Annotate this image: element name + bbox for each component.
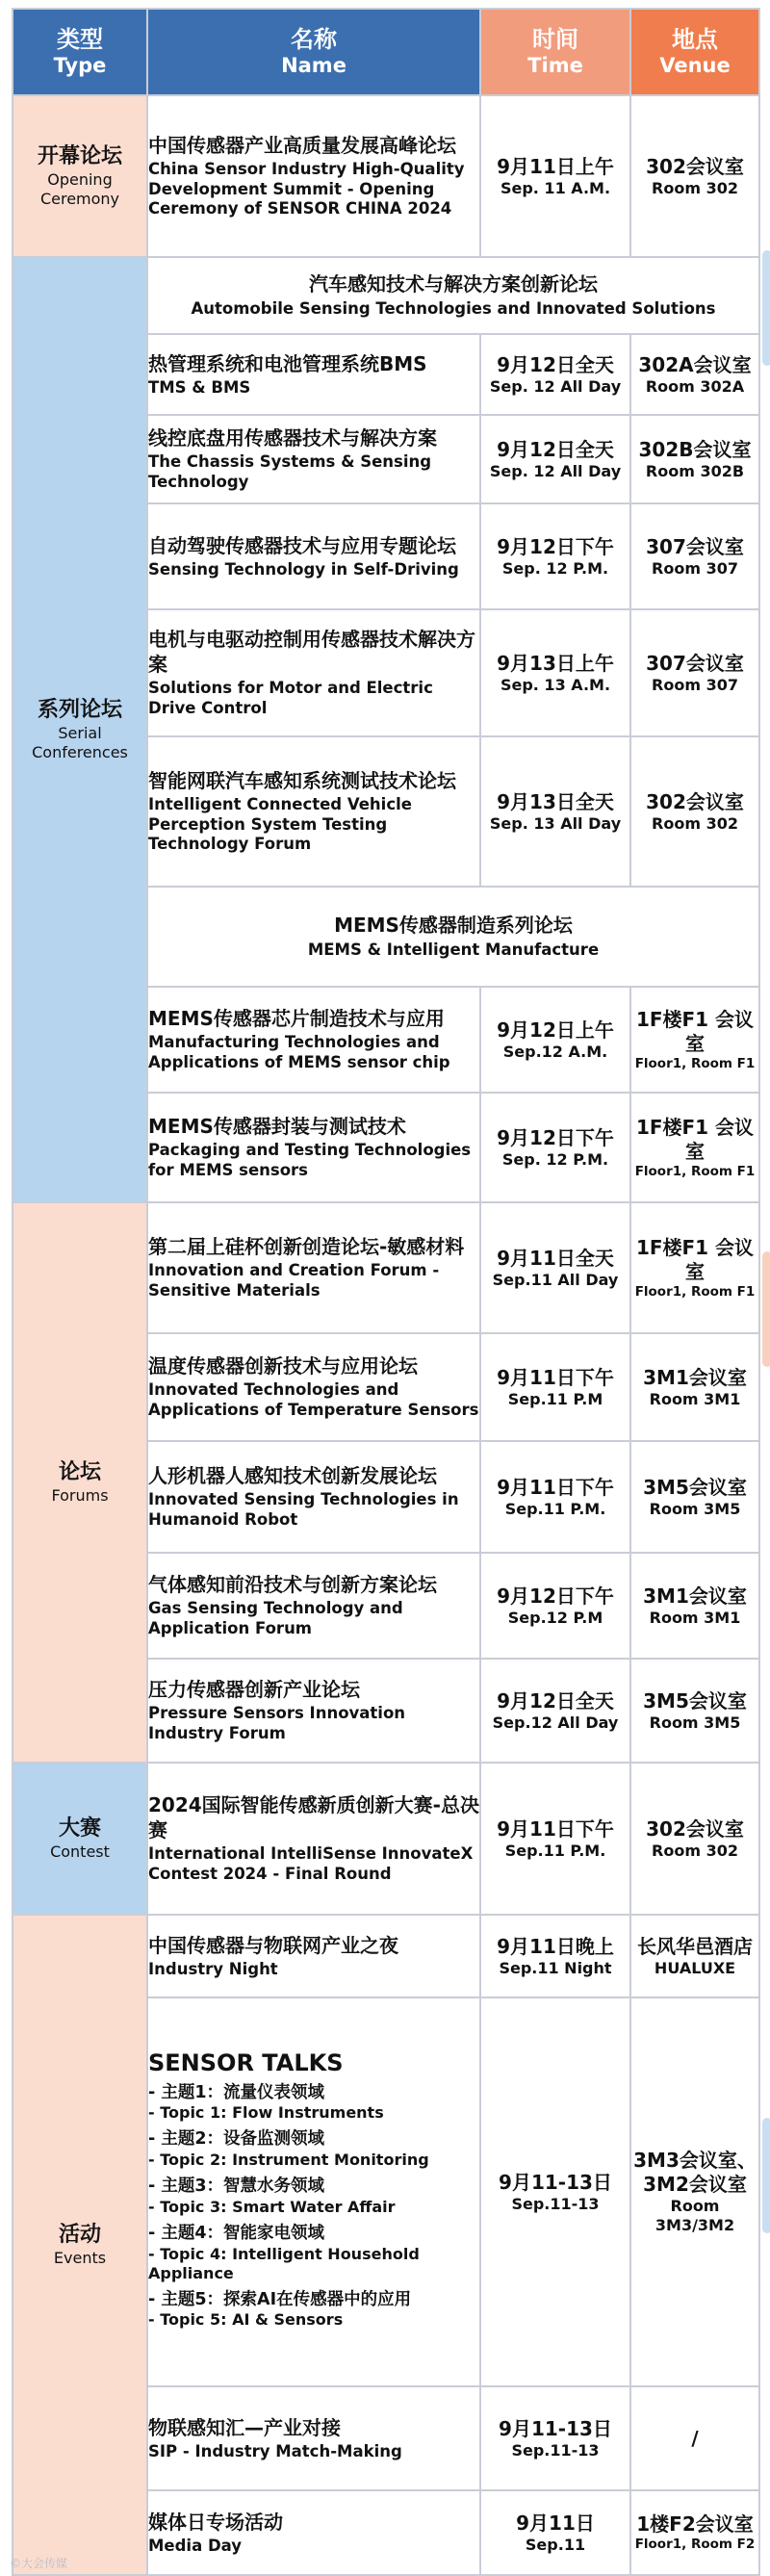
event-name-cn: 第二届上硅杯创新创造论坛-敏感材料 [148, 1235, 465, 1259]
category-opening-en: Opening Ceremony [39, 169, 120, 208]
section-title-cn: 汽车感知技术与解决方案创新论坛 [309, 272, 598, 296]
category-opening-cn: 开幕论坛 [37, 144, 122, 169]
event-venue-en: Room 307 [652, 558, 738, 578]
category-serial-en: Serial Conferences [32, 723, 128, 761]
event-venue-cn: 307会议室 [646, 534, 744, 558]
header-time [480, 9, 630, 95]
topic-item [148, 2223, 479, 2283]
event-venue [630, 1093, 759, 1202]
event-name [147, 1659, 480, 1763]
section-title-cn: MEMS传感器制造系列论坛 [334, 914, 573, 938]
header-name-en: Name [281, 53, 346, 77]
event-time-cn: 9月12日下午 [497, 535, 614, 558]
event-name [147, 1915, 480, 1997]
event-venue-cn: 302B会议室 [638, 437, 752, 461]
event-venue-en: Room 3M3/3M2 [654, 2197, 735, 2234]
event-time-en: Sep. 12 P.M. [501, 1150, 609, 1169]
event-time-en: Sep. 12 All Day [489, 462, 622, 480]
topic-cn: - 主题5：探索AI在传感器中的应用 [148, 2289, 412, 2309]
event-name-en: Pressure Sensors Innovation Industry Forum [148, 1704, 406, 1742]
header-type [13, 9, 147, 95]
event-venue-en: Room 302B [645, 461, 745, 480]
event-venue-en: Room 302 [652, 178, 738, 197]
event-venue-cn: / [691, 2426, 699, 2450]
event-venue-cn: 307会议室 [646, 651, 744, 675]
event-venue-en: Floor1, Room F1 [634, 1283, 756, 1300]
event-time-en: Sep.11 P.M. [504, 1500, 606, 1518]
event-time-cn: 9月13日上午 [497, 652, 614, 675]
event-venue [630, 1333, 759, 1441]
event-name-cn: 热管理系统和电池管理系统BMS [148, 351, 427, 375]
event-name-en: TMS & BMS [148, 377, 251, 397]
event-name [147, 1333, 480, 1441]
event-time-en: Sep.12 P.M [507, 1609, 603, 1627]
event-venue-en: Room 3M5 [649, 1499, 741, 1518]
section-header-mems [147, 887, 759, 987]
event-name-en: Industry Night [148, 1959, 278, 1978]
event-time-cn: 9月12日全天 [497, 438, 614, 461]
background-stripe [762, 250, 770, 366]
event-row [13, 1202, 759, 1333]
event-venue-cn: 302会议室 [646, 154, 744, 178]
event-time-en: Sep.11 P.M [507, 1390, 603, 1408]
event-time-cn: 9月13日全天 [497, 790, 614, 813]
event-time [480, 2490, 630, 2575]
event-venue-cn: 302会议室 [646, 1816, 744, 1841]
event-time [480, 1659, 630, 1763]
event-venue-en: HUALUXE [654, 1958, 736, 1977]
sensor-talks-title: SENSOR TALKS [148, 2048, 344, 2076]
event-time-cn: 9月11日全天 [497, 1247, 614, 1270]
category-contest [13, 1763, 147, 1915]
category-contest-cn: 大赛 [58, 1816, 101, 1842]
event-venue [630, 334, 759, 415]
event-name [147, 736, 480, 887]
opening-row [13, 95, 759, 257]
event-time [480, 1763, 630, 1915]
event-name [147, 1553, 480, 1659]
event-time-cn: 9月12日下午 [497, 1584, 614, 1608]
event-name-en: Gas Sensing Technology and Application Forum [148, 1599, 403, 1637]
event-venue [630, 95, 759, 257]
event-name-en: China Sensor Industry High-Quality Development Summit - Opening Ceremony of SENSOR CHINA 2024 [148, 160, 465, 219]
event-venue-en: Room 302A [645, 376, 745, 396]
category-forums [13, 1202, 147, 1763]
event-time [480, 1202, 630, 1333]
category-forums-cn: 论坛 [58, 1460, 101, 1485]
topic-cn: - 主题3：智慧水务领域 [148, 2177, 325, 2197]
topic-en: - Topic 5: AI & Sensors [148, 2310, 344, 2330]
event-venue-cn: 1F楼F1 会议室 [635, 1007, 755, 1055]
event-time-en: Sep.11 [525, 2536, 586, 2554]
event-time-en: Sep.11 All Day [492, 1271, 619, 1289]
event-venue [630, 1659, 759, 1763]
event-venue-cn: 302会议室 [646, 789, 744, 813]
event-time-en: Sep.12 All Day [492, 1713, 619, 1732]
event-time-cn: 9月11日下午 [497, 1817, 614, 1841]
topic-item [148, 2289, 479, 2331]
topic-en: - Topic 3: Smart Water Affair [148, 2197, 396, 2216]
event-time-cn: 9月11日下午 [497, 1366, 614, 1389]
event-time-en: Sep.12 A.M. [502, 1043, 608, 1061]
event-time [480, 736, 630, 887]
event-time-en: Sep.11 Night [499, 1959, 612, 1977]
event-time-en: Sep. 12 All Day [489, 377, 622, 396]
header-time-cn: 时间 [532, 26, 578, 53]
event-venue-en: Floor1, Room F2 [634, 2537, 756, 2553]
event-time-cn: 9月12日上午 [497, 1018, 614, 1042]
event-name-cn: 温度传感器创新技术与应用论坛 [148, 1354, 418, 1378]
event-name-en: Innovated Technologies and Applications of Temperature Sensors [148, 1380, 479, 1419]
event-name [147, 2490, 480, 2575]
event-name-cn: 媒体日专场活动 [148, 2510, 283, 2534]
event-time-cn: 9月12日下午 [497, 1126, 614, 1149]
event-time [480, 609, 630, 736]
header-type-en: Type [53, 53, 107, 77]
event-name-cn: 中国传感器与物联网产业之夜 [148, 1933, 398, 1957]
background-stripe [762, 1251, 770, 1367]
event-time [480, 1333, 630, 1441]
event-venue-en: Room 307 [652, 675, 738, 694]
topic-en: - Topic 1: Flow Instruments [148, 2103, 384, 2123]
event-name-en: The Chassis Systems & Sensing Technology [148, 452, 432, 491]
section-row-auto [13, 257, 759, 334]
event-venue [630, 415, 759, 503]
event-venue-en: Room 302 [652, 813, 738, 833]
event-time [480, 1441, 630, 1553]
header-venue-cn: 地点 [672, 26, 718, 53]
category-opening [13, 95, 147, 257]
event-venue [630, 1202, 759, 1333]
event-name-cn: 线控底盘用传感器技术与解决方案 [148, 426, 437, 451]
event-name-en: Sensing Technology in Self-Driving [148, 559, 459, 579]
sensor-talks [147, 1997, 480, 2386]
section-title-en: MEMS & Intelligent Manufacture [307, 940, 600, 960]
event-name-cn: 电机与电驱动控制用传感器技术解决方案 [148, 628, 475, 677]
event-venue [630, 2490, 759, 2575]
event-time-en: Sep. 13 A.M. [500, 676, 611, 694]
event-venue-en: Room 3M5 [649, 1713, 741, 1732]
event-venue [630, 1441, 759, 1553]
event-venue [630, 1997, 759, 2386]
event-name-en: Media Day [148, 2536, 243, 2555]
event-venue-cn: 3M1会议室 [643, 1584, 747, 1608]
event-time-en: Sep.11 P.M. [504, 1842, 606, 1860]
event-venue-cn: 3M5会议室 [643, 1475, 747, 1499]
event-name-cn: 中国传感器产业高质量发展高峰论坛 [148, 134, 456, 158]
event-venue [630, 1915, 759, 1997]
watermark: ©大会传媒 [10, 2557, 68, 2570]
event-time-en: Sep. 11 A.M. [500, 179, 611, 197]
event-venue [630, 1553, 759, 1659]
event-name [147, 1202, 480, 1333]
event-time [480, 334, 630, 415]
event-name-en: SIP - Industry Match-Making [148, 2441, 402, 2460]
event-venue-en: Room 302 [652, 1841, 738, 1860]
event-name [147, 503, 480, 609]
event-time-en: Sep.11-13 [511, 2195, 600, 2213]
topic-item [148, 2082, 479, 2124]
event-name-cn: 压力传感器创新产业论坛 [148, 1678, 360, 1702]
topic-item [148, 2128, 479, 2170]
event-name [147, 609, 480, 736]
event-name-cn: 自动驾驶传感器技术与应用专题论坛 [148, 533, 456, 557]
event-time-cn: 9月12日全天 [497, 353, 614, 376]
event-row [13, 1915, 759, 1997]
topic-en: - Topic 2: Instrument Monitoring [148, 2151, 429, 2170]
section-header-auto [147, 257, 759, 334]
event-name-cn: MEMS传感器封装与测试技术 [148, 1115, 406, 1139]
event-name [147, 1763, 480, 1915]
event-time-cn: 9月11日 [516, 2512, 595, 2535]
event-venue-en: Room 3M1 [649, 1608, 741, 1627]
schedule-table [12, 8, 760, 2576]
event-venue [630, 503, 759, 609]
event-time [480, 2386, 630, 2490]
event-name-en: Innovation and Creation Forum - Sensitive Materials [148, 1261, 440, 1300]
event-name [147, 987, 480, 1093]
event-time-cn: 9月11日上午 [497, 155, 614, 178]
header-type-cn: 类型 [57, 26, 103, 53]
header-name [147, 9, 480, 95]
event-time [480, 1553, 630, 1659]
topic-en: - Topic 4: Intelligent Household Appliance [148, 2244, 420, 2282]
event-name-cn: 气体感知前沿技术与创新方案论坛 [148, 1573, 437, 1597]
category-events-en: Events [53, 2248, 107, 2267]
event-name [147, 334, 480, 415]
category-forums-en: Forums [51, 1485, 109, 1505]
event-name [147, 2386, 480, 2490]
event-name-en: International IntelliSense InnovateX Contest 2024 - Final Round [148, 1844, 474, 1883]
event-name-en: Solutions for Motor and Electric Drive Control [148, 679, 433, 717]
event-venue [630, 609, 759, 736]
topic-cn: - 主题2：设备监测领域 [148, 2129, 325, 2150]
event-name [147, 415, 480, 503]
header-row [13, 9, 759, 95]
event-name-cn: 2024国际智能传感新质创新大赛-总决赛 [148, 1793, 479, 1842]
event-time-en: Sep. 13 All Day [489, 814, 622, 833]
header-venue [630, 9, 759, 95]
category-events-cn: 活动 [58, 2223, 101, 2248]
header-name-cn: 名称 [291, 26, 337, 53]
event-time [480, 1093, 630, 1202]
event-time [480, 1915, 630, 1997]
topic-item [148, 2176, 479, 2217]
event-venue-cn: 1F楼F1 会议室 [635, 1115, 755, 1163]
event-time [480, 415, 630, 503]
event-venue-cn: 302A会议室 [638, 352, 752, 376]
event-venue-cn: 3M3会议室、3M2会议室 [633, 2149, 757, 2196]
background-stripe [762, 2118, 770, 2233]
event-venue-en: Room 3M1 [649, 1389, 741, 1408]
event-time [480, 95, 630, 257]
event-venue [630, 1763, 759, 1915]
event-venue [630, 2386, 759, 2490]
event-venue-cn: 1楼F2会议室 [636, 2512, 754, 2537]
event-venue [630, 987, 759, 1093]
event-venue-cn: 1F楼F1 会议室 [635, 1235, 755, 1283]
event-time-cn: 9月11日晚上 [497, 1935, 614, 1958]
event-name-cn: MEMS传感器芯片制造技术与应用 [148, 1007, 445, 1031]
event-name-cn: 物联感知汇—产业对接 [148, 2415, 341, 2439]
event-time-en: Sep. 12 P.M. [501, 559, 609, 578]
event-venue-cn: 3M5会议室 [643, 1688, 747, 1713]
category-contest-en: Contest [50, 1842, 110, 1861]
event-name-en: Intelligent Connected Vehicle Perception System Testing Technology Forum [148, 795, 412, 854]
event-name-en: Manufacturing Technologies and Applications of MEMS sensor chip [148, 1033, 450, 1071]
event-time [480, 987, 630, 1093]
category-events [13, 1915, 147, 2575]
event-name [147, 1093, 480, 1202]
event-name [147, 95, 480, 257]
category-serial-cn: 系列论坛 [37, 698, 122, 723]
event-time-cn: 9月11-13日 [499, 2171, 612, 2194]
event-time [480, 503, 630, 609]
header-venue-en: Venue [659, 53, 731, 77]
event-time-cn: 9月11-13日 [499, 2417, 612, 2440]
event-venue-en: Floor1, Room F1 [634, 1055, 756, 1071]
event-venue-cn: 长风华邑酒店 [637, 1934, 753, 1958]
header-time-en: Time [527, 53, 583, 77]
event-venue [630, 736, 759, 887]
event-time-cn: 9月11日下午 [497, 1476, 614, 1499]
event-time-cn: 9月12日全天 [497, 1689, 614, 1713]
topic-cn: - 主题4：智能家电领域 [148, 2223, 325, 2243]
event-venue-en: Floor1, Room F1 [634, 1163, 756, 1179]
event-time-en: Sep.11-13 [511, 2441, 600, 2460]
event-name-cn: 人形机器人感知技术创新发展论坛 [148, 1464, 437, 1488]
event-name-en: Innovated Sensing Technologies in Humanoid Robot [148, 1490, 459, 1529]
event-venue-cn: 3M1会议室 [643, 1365, 747, 1389]
topic-cn: - 主题1：流量仪表领域 [148, 2082, 325, 2102]
event-time [480, 1997, 630, 2386]
section-title-en: Automobile Sensing Technologies and Innovated Solutions [191, 299, 716, 319]
event-name-cn: 智能网联汽车感知系统测试技术论坛 [148, 769, 456, 793]
contest-row [13, 1763, 759, 1915]
category-serial [13, 257, 147, 1202]
event-name-en: Packaging and Testing Technologies for MEMS sensors [148, 1141, 472, 1179]
event-name [147, 1441, 480, 1553]
